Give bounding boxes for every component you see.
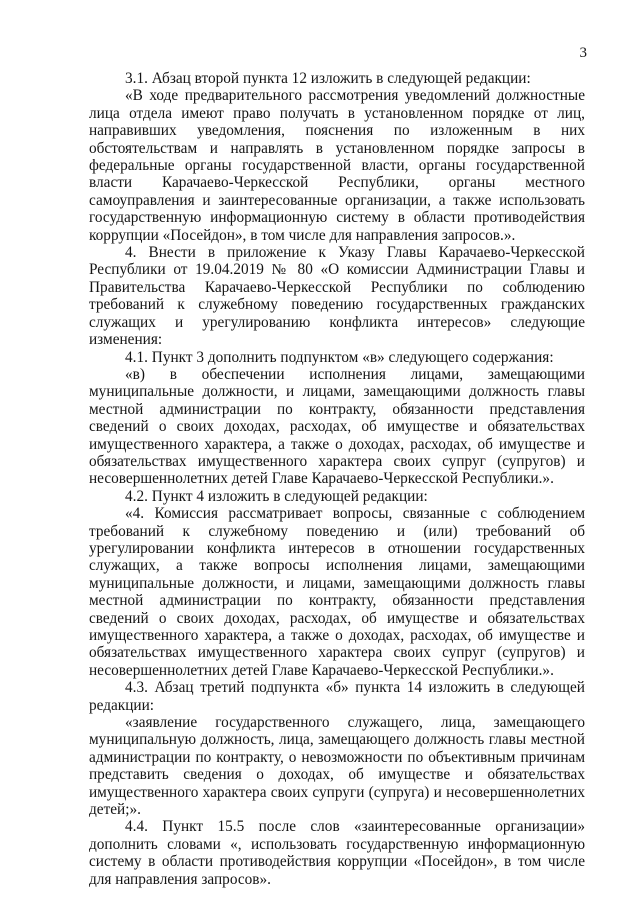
paragraph-4-3-heading: 4.3. Абзац третий подпункта «б» пункта 14 изложить в следующей редакции: bbox=[89, 679, 585, 714]
paragraph-4-2-heading: 4.2. Пункт 4 изложить в следующей редакции: bbox=[125, 487, 428, 505]
page-number: 3 bbox=[579, 45, 587, 61]
paragraph-4-1-heading: 4.1. Пункт 3 дополнить подпунктом «в» следующего содержания: bbox=[125, 348, 554, 366]
paragraph-4-2-text: «4. Комиссия рассматривает вопросы, связанные с соблюдением требований к служебному поведению и (или) требований об урегулировании конфликта интересов в отношении государственных служащих, а также вопросы исполнения лицами, замещающими муниципальные должности, и лицами, замещающими должность главы местной администрации по контракту, обязанности представления сведений о своих доходах, расходах, об имуществе и обязательствах имущественного характера, а также о доходах, расходах, об имуществе и обязательствах имущественного характера своих супруг (супругов) и несовершеннолетних детей Главе Карачаево-Черкесской Республики.». bbox=[89, 505, 585, 679]
paragraph-4-heading: 4. Внести в приложение к Указу Главы Карачаево-Черкесской Республики от 19.04.2019 № 80 «О комиссии Администрации Главы и Правительства Карачаево-Черкесской Республики по соблюдению требований к служебному поведению государственных гражданских служащих и урегулированию конфликта интересов» следующие изменения: bbox=[89, 244, 585, 349]
document-body bbox=[89, 70, 585, 888]
paragraph-3-1-heading: 3.1. Абзац второй пункта 12 изложить в следующей редакции: bbox=[125, 70, 531, 87]
paragraph-4-3-text: «заявление государственного служащего, лица, замещающего муниципальную должность, лица, замещающего должность главы местной администрации по контракту, о невозможности по объективным причинам представить сведения о доходах, об имуществе и обязательствах имущественного характера своих супруги (супруга) и несовершеннолетних детей;». bbox=[89, 714, 585, 819]
paragraph-4-4-text: 4.4. Пункт 15.5 после слов «заинтересованные организации» дополнить словами «, использовать государственную информационную систему в области противодействия коррупции «Посейдон», в том числе для направления запросов». bbox=[89, 818, 585, 888]
paragraph-3-1-text: «В ходе предварительного рассмотрения уведомлений должностные лица отдела имеют право получать в установленном порядке от лиц, направивших уведомления, пояснения по изложенным в них обстоятельствам и направлять в установленном порядке запросы в федеральные органы государственной власти, органы государственной власти Карачаево-Черкесской Республики, органы местного самоуправления и заинтересованные организации, а также использовать государственную информационную систему в области противодействия коррупции «Посейдон», в том числе для направления запросов.». bbox=[89, 87, 585, 244]
paragraph-4-1-text: «в) в обеспечении исполнения лицами, замещающими муниципальные должности, и лицами, замещающими должность главы местной администрации по контракту, обязанности представления сведений о своих доходах, расходах, об имуществе и обязательствах имущественного характера, а также о доходах, расходах, об имуществе и обязательствах имущественного характера своих супруг (супругов) и несовершеннолетних детей Главе Карачаево-Черкесской Республики.». bbox=[89, 365, 585, 488]
